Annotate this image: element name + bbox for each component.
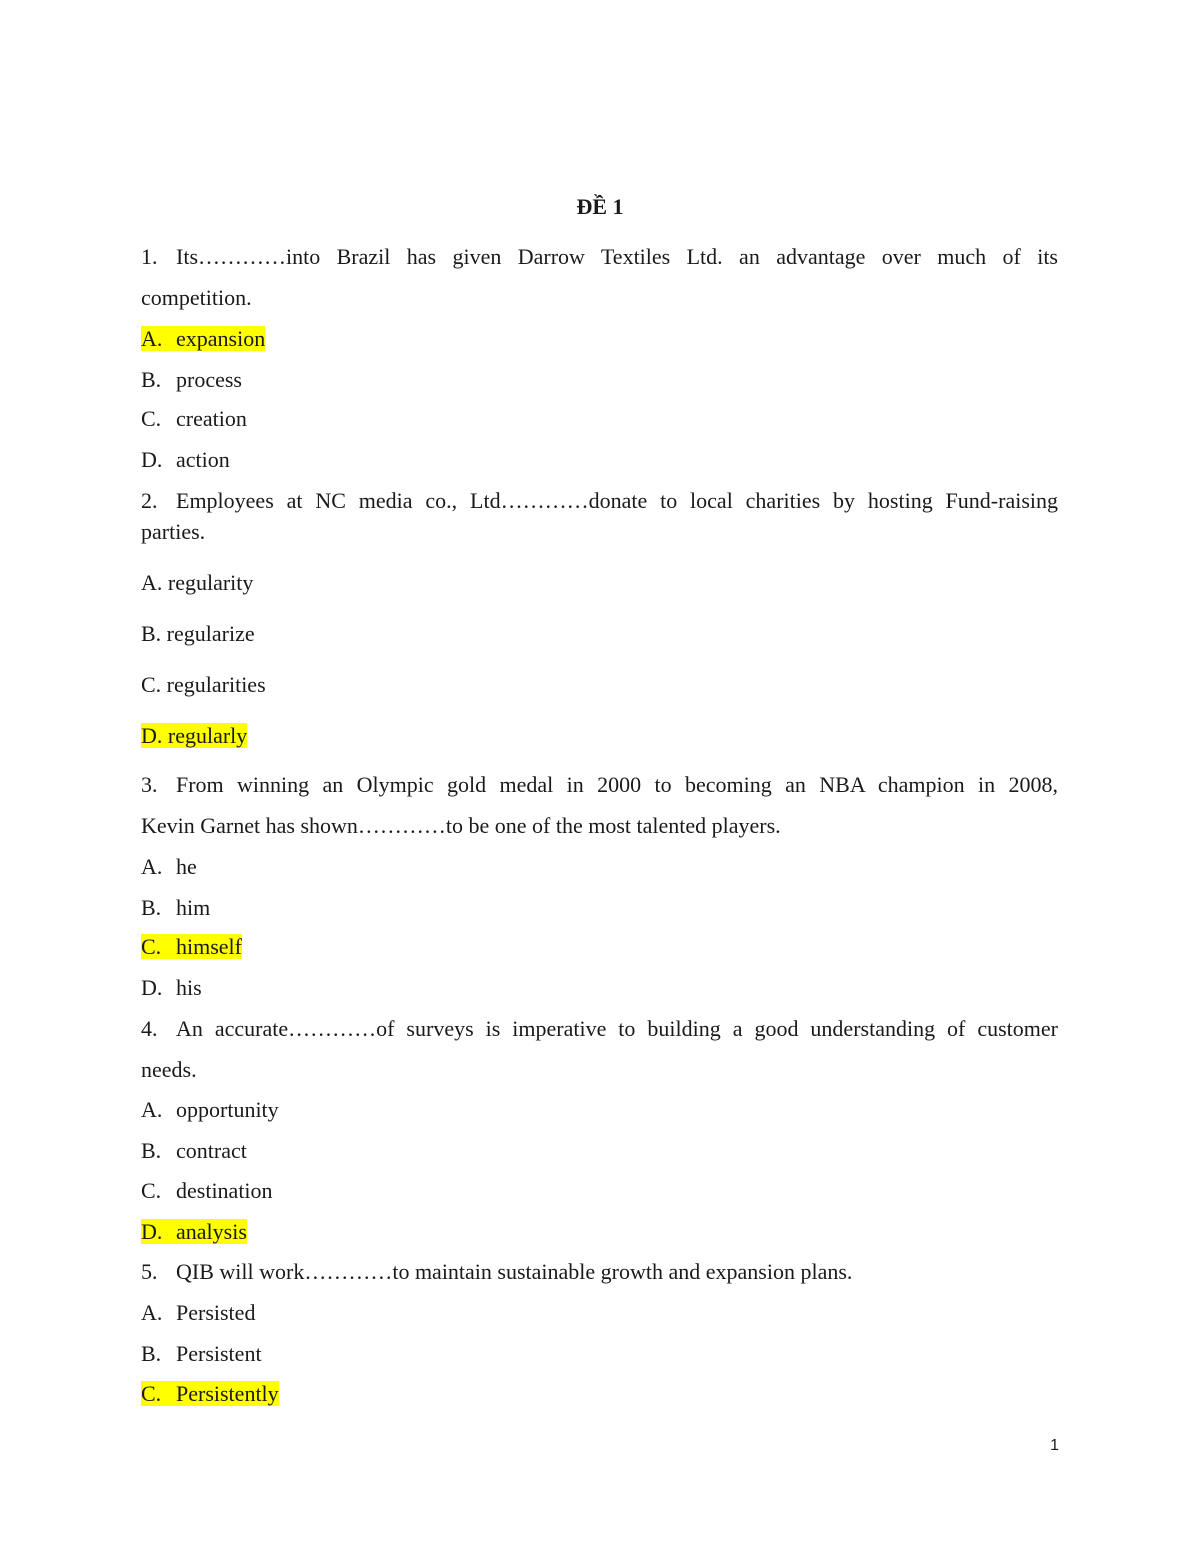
option-letter: D.: [141, 975, 163, 1000]
answer-option: [141, 1096, 279, 1124]
page-number: 1: [1050, 1437, 1059, 1454]
question-4-stem: [141, 1015, 1058, 1043]
option-letter: D.: [141, 1219, 163, 1244]
question-number: 5.: [141, 1259, 158, 1284]
answer-option: B. regularize: [141, 621, 255, 646]
answer-option: [141, 1177, 273, 1205]
option-text: destination: [176, 1178, 273, 1203]
answer-option: [141, 325, 265, 353]
option-letter: C.: [141, 1381, 162, 1406]
answer-option: C. regularities: [141, 672, 266, 697]
option-letter: A.: [141, 854, 163, 879]
answer-option: [141, 1137, 247, 1165]
option-letter: C.: [141, 1178, 162, 1203]
answer-option: [141, 894, 210, 922]
correct-answer-highlight: [141, 1219, 247, 1244]
question-text: Employees at NC media co., Ltd…………donate to local charities by hosting Fund-raising: [176, 488, 1058, 513]
question-text: QIB will work…………to maintain sustainable growth and expansion plans.: [176, 1259, 853, 1284]
question-1-stem-continued: competition.: [141, 285, 252, 310]
option-text: process: [176, 367, 242, 392]
option-letter: C.: [141, 934, 162, 959]
option-text: creation: [176, 406, 247, 431]
answer-option: [141, 974, 202, 1002]
option-text: himself: [176, 934, 242, 959]
option-text: his: [176, 975, 202, 1000]
correct-answer-highlight: [141, 934, 242, 959]
option-text: expansion: [176, 326, 266, 351]
answer-option: [141, 722, 247, 750]
question-3-stem: [141, 771, 1058, 799]
answer-option: [141, 1380, 279, 1408]
answer-option: [141, 853, 197, 881]
question-number: 2.: [141, 488, 158, 513]
option-letter: B.: [141, 895, 162, 920]
question-text: Its…………into Brazil has given Darrow Textiles Ltd. an advantage over much of its: [176, 244, 1058, 269]
option-letter: D.: [141, 447, 163, 472]
page-title: ĐỀ 1: [576, 194, 624, 219]
answer-option: [141, 1340, 262, 1368]
question-number: 1.: [141, 244, 158, 269]
option-letter: C.: [141, 406, 162, 431]
option-text: contract: [176, 1138, 247, 1163]
correct-answer-highlight: D. regularly: [141, 723, 248, 748]
question-3-stem-continued: Kevin Garnet has shown…………to be one of the most talented players.: [141, 813, 781, 838]
option-text: him: [176, 895, 211, 920]
option-text: Persistent: [176, 1341, 262, 1366]
option-letter: B.: [141, 1138, 162, 1163]
option-letter: B.: [141, 1341, 162, 1366]
option-text: action: [176, 447, 230, 472]
answer-option: [141, 405, 247, 433]
question-text: An accurate…………of surveys is imperative to building a good understanding of customer: [176, 1016, 1058, 1041]
answer-option: [141, 446, 230, 474]
question-number: 3.: [141, 772, 158, 797]
correct-answer-highlight: [141, 1381, 279, 1406]
option-text: opportunity: [176, 1097, 279, 1122]
question-2-stem-continued: parties.: [141, 519, 206, 544]
question-text: From winning an Olympic gold medal in 2000 to becoming an NBA champion in 2008,: [176, 772, 1058, 797]
answer-option: [141, 366, 242, 394]
question-1-stem: [141, 243, 1058, 271]
option-letter: A.: [141, 326, 163, 351]
answer-option: [141, 1218, 247, 1246]
answer-option: [141, 933, 242, 961]
option-letter: B.: [141, 367, 162, 392]
question-4-stem-continued: needs.: [141, 1057, 197, 1082]
correct-answer-highlight: [141, 326, 265, 351]
question-2-stem: [141, 487, 1058, 515]
option-text: he: [176, 854, 197, 879]
option-text: analysis: [176, 1219, 247, 1244]
answer-option: [141, 1299, 255, 1327]
option-text: Persisted: [176, 1300, 256, 1325]
answer-option: A. regularity: [141, 570, 254, 595]
question-5-stem: [141, 1258, 852, 1286]
option-letter: A.: [141, 1097, 163, 1122]
option-letter: A.: [141, 1300, 163, 1325]
option-text: Persistently: [176, 1381, 279, 1406]
question-number: 4.: [141, 1016, 158, 1041]
